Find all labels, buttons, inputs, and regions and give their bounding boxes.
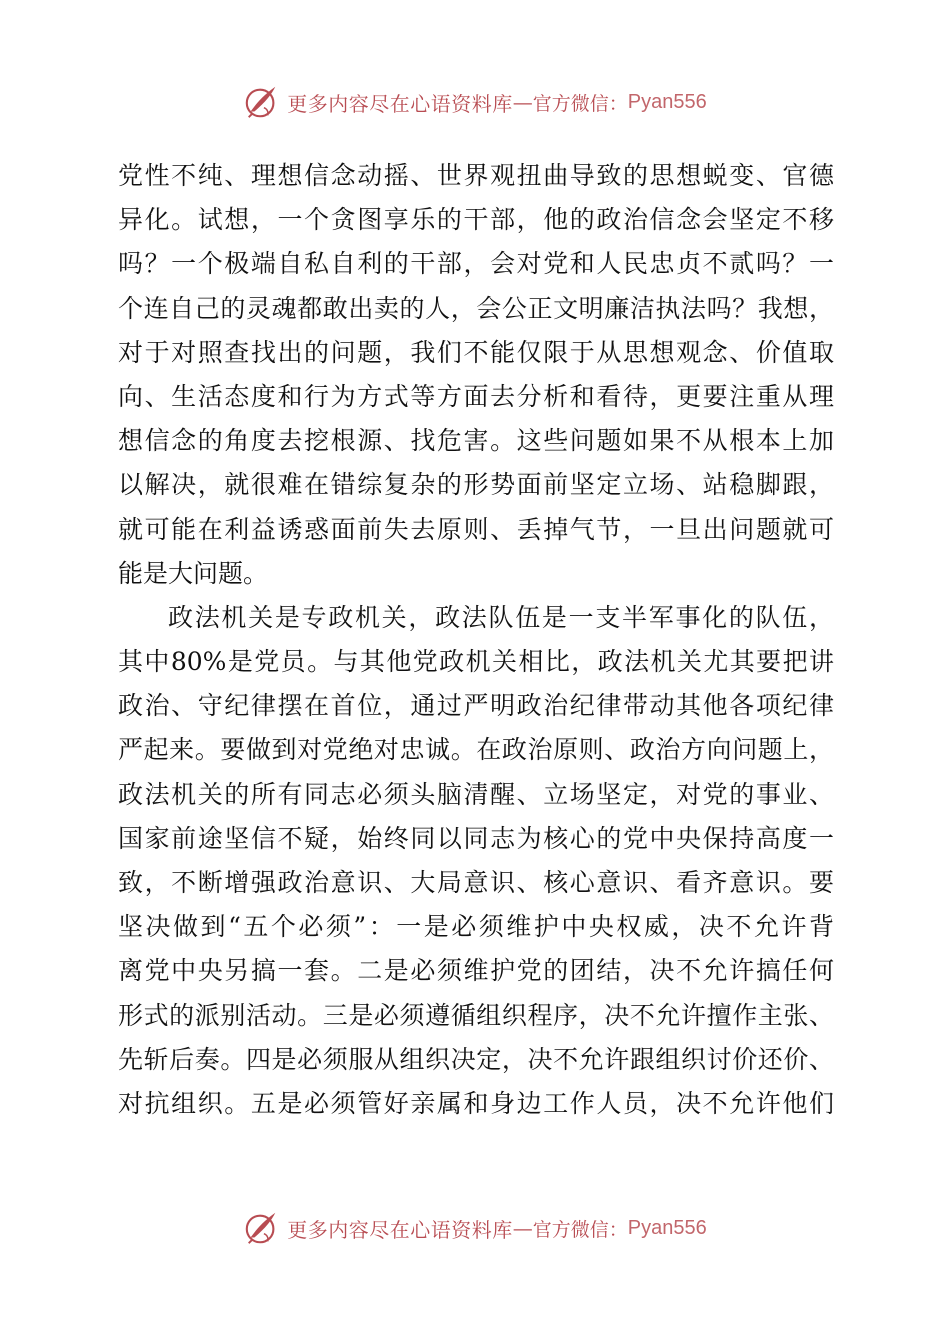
text-line: 异化。试想，一个贪图享乐的干部，他的政治信念会坚定不移 — [118, 205, 834, 235]
text-line: 向、生活态度和行为方式等方面去分析和看待，更要注重从理 — [118, 381, 834, 411]
text-line: 能是大问题。 — [118, 558, 269, 588]
text-line: 对于对照查找出的问题，我们不能仅限于从思想观念、价值取 — [118, 337, 834, 367]
text-line: 个连自己的灵魂都敢出卖的人，会公正文明廉洁执法吗？我想， — [118, 293, 834, 323]
text-line: 想信念的角度去挖根源、找危害。这些问题如果不从根本上加 — [118, 426, 834, 456]
text-line: 以解决，就很难在错综复杂的形势面前坚定立场、站稳脚跟， — [118, 470, 834, 500]
text-line: 坚决做到“五个必须”：一是必须维护中央权威，决不允许背 — [118, 912, 834, 942]
quill-logo-icon — [243, 1209, 281, 1247]
footer-banner-contact-label: 官方微信： — [532, 1218, 628, 1241]
header-banner-separator: — — [512, 90, 533, 114]
text-line: 严起来。要做到对党绝对忠诚。在政治原则、政治方向问题上， — [118, 735, 834, 765]
document-body — [118, 154, 834, 1126]
text-line: 政法机关的所有同志必须头脑清醒、立场坚定，对党的事业、 — [118, 779, 834, 809]
text-line: 其中80%是党员。与其他党政机关相比，政法机关尤其要把讲 — [118, 647, 834, 677]
footer-banner-separator: — — [512, 1216, 533, 1240]
text-line: 就可能在利益诱惑面前失去原则、丢掉气节，一旦出问题就可 — [118, 514, 834, 544]
paragraph-1 — [118, 154, 834, 596]
text-line: 政治、守纪律摆在首位，通过严明政治纪律带动其他各项纪律 — [118, 691, 834, 721]
text-line: 致，不断增强政治意识、大局意识、核心意识、看齐意识。要 — [118, 868, 834, 897]
footer-banner — [0, 1206, 950, 1250]
text-line: 先斩后奏。四是必须服从组织决定，决不允许跟组织讨价还价、 — [118, 1044, 834, 1074]
quill-logo-icon — [243, 83, 281, 121]
header-banner — [0, 80, 950, 124]
text-line: 政法机关是专政机关，政法队伍是一支半军事化的队伍， — [168, 602, 834, 632]
text-line: 国家前途坚信不疑，始终同以同志为核心的党中央保持高度一 — [118, 823, 834, 853]
text-line: 吗？一个极端自私自利的干部，会对党和人民忠贞不贰吗？一 — [118, 249, 834, 279]
text-line: 对抗组织。五是必须管好亲属和身边工作人员，决不允许他们 — [118, 1088, 834, 1118]
footer-banner-text: 更多内容尽在心语资料库 — [287, 1217, 513, 1242]
header-banner-contact-label: 官方微信： — [532, 92, 628, 115]
footer-banner-wechat-id: Pyan556 — [627, 1216, 707, 1239]
text-line: 离党中央另搞一套。二是必须维护党的团结，决不允许搞任何 — [118, 956, 834, 986]
header-banner-text: 更多内容尽在心语资料库 — [287, 91, 513, 116]
paragraph-2 — [118, 596, 834, 1126]
text-line: 党性不纯、理想信念动摇、世界观扭曲导致的思想蜕变、官德 — [118, 161, 834, 190]
text-line: 形式的派别活动。三是必须遵循组织程序，决不允许擅作主张、 — [118, 1000, 834, 1030]
header-banner-wechat-id: Pyan556 — [627, 90, 707, 113]
